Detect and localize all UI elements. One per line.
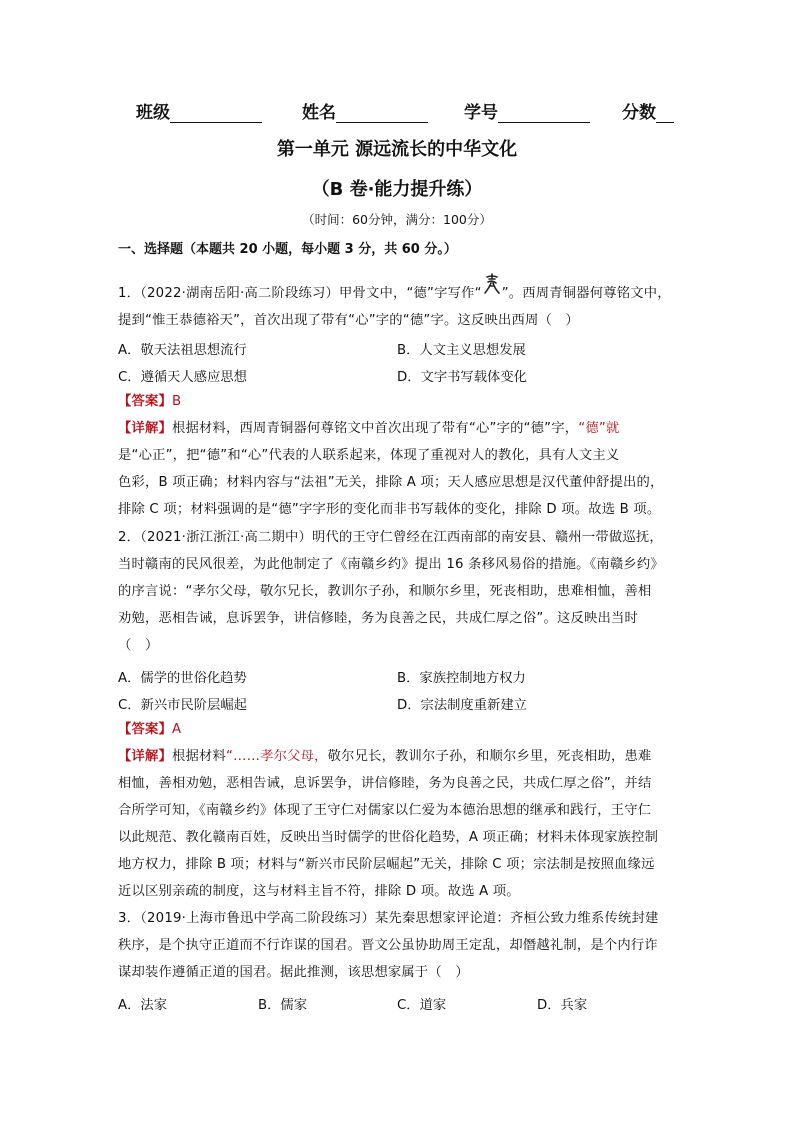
- q3-option-c[interactable]: C．道家: [397, 998, 447, 1013]
- score-blank[interactable]: [656, 104, 674, 123]
- q2-option-c[interactable]: C．新兴市民阶层崛起: [118, 698, 247, 713]
- exam-meta: （时间：60分钟，满分：100分）: [302, 212, 492, 227]
- q2-detail-line-2: 相恤，善相劝勉，恶相告诫，息诉罢争，讲信修睦，务为良善之民，共成仁厚之俗”，并结: [118, 776, 652, 791]
- q2-option-a[interactable]: A．儒学的世俗化趋势: [118, 671, 247, 686]
- q2-stem-line-1: 2．（2021·浙江浙江·高二期中）明代的王守仁曾经在江西南部的南安县、赣州一带做巡抚，: [118, 530, 663, 545]
- q2-detail-line-3: 合所学可知，《南赣乡约》体现了王守仁对儒家以仁爱为本德治思想的继承和践行，王守仁: [118, 803, 652, 818]
- section-heading: 一、选择题（本题共 20 小题，每小题 3 分，共 60 分。）: [118, 242, 457, 257]
- q1-detail-line-1a: 根据材料，西周青铜器何尊铭文中首次出现了带有“心”字的“德”字，: [172, 421, 579, 436]
- q1-option-a[interactable]: A．敬天法祖思想流行: [118, 343, 247, 358]
- q3-option-a[interactable]: A．法家: [118, 998, 167, 1013]
- q2-detail-label: 【详解】: [118, 749, 172, 764]
- q3-stem-line-1: 3．（2019·上海市鲁迅中学高二阶段练习）某先秦思想家评论道：齐桓公致力维系传统封建: [118, 911, 659, 926]
- q2-option-d[interactable]: D．宗法制度重新建立: [397, 698, 527, 713]
- class-label: 班级: [136, 103, 170, 123]
- q1-stem-line-2: 提到“惟王恭德裕天”，首次出现了带有“心”字的“德”字。这反映出西周（ ）: [118, 313, 579, 328]
- q2-detail-line-1c: 敬尔兄长，教训尔子孙，和顺尔乡里，死丧相助，患难: [327, 749, 652, 764]
- name-field: [302, 98, 428, 123]
- q1-detail-label: 【详解】: [118, 421, 172, 436]
- q2-stem-line-5: （ ）: [118, 638, 159, 653]
- q2-answer-block: [118, 716, 678, 905]
- q2-option-b[interactable]: B．家族控制地方权力: [397, 671, 526, 686]
- question-2-stem: [118, 524, 678, 659]
- q2-detail-line-1b: “……孝尔父母，: [226, 749, 328, 764]
- class-blank[interactable]: [170, 104, 262, 123]
- student-id-blank[interactable]: [498, 104, 590, 123]
- q2-stem-line-2: 当时赣南的民风很差，为此他制定了《南赣乡约》提出 16 条移风易俗的措施。《南赣乡约》: [118, 557, 664, 572]
- q2-answer-label: 【答案】: [118, 722, 172, 737]
- q1-answer-label: 【答案】: [118, 394, 172, 409]
- student-id-label: 学号: [464, 103, 498, 123]
- score-label: 分数: [622, 103, 656, 123]
- q2-detail-line-1a: 根据材料: [172, 749, 226, 764]
- q2-stem-line-4: 劝勉，恶相告诫，息诉罢争，讲信修睦，务为良善之民，共成仁厚之俗”。这反映出当时: [118, 611, 638, 626]
- name-blank[interactable]: [336, 104, 428, 123]
- question-3-stem: [118, 905, 678, 986]
- q3-stem-line-2: 秩序，是个执守正道而不行诈谋的国君。晋文公虽协助周王定乱，却僭越礼制，是个内行诈: [118, 938, 658, 953]
- q1-stem-part-b: ”。西周青铜器何尊铭文中，: [501, 286, 671, 301]
- paper-subtitle: （B 卷·能力提升练）: [311, 179, 483, 200]
- q2-detail-line-6: 近以区别亲疏的制度，这与材料主旨不符，排除 D 项。故选 A 项。: [118, 884, 520, 899]
- student-id-field: [464, 98, 590, 123]
- q1-option-d[interactable]: D．文字书写载体变化: [397, 370, 527, 385]
- q1-stem-part-a: 1．（2022·湖南岳阳·高二阶段练习）甲骨文中，“德”字写作“: [118, 286, 482, 301]
- q3-option-d[interactable]: D．兵家: [537, 998, 588, 1013]
- q2-detail-line-4: 以此规范、教化赣南百姓，反映出当时儒学的世俗化趋势，A 项正确；材料未体现家族控制: [118, 830, 659, 845]
- q2-stem-line-3: 的序言说：“孝尔父母，敬尔兄长，教训尔子孙，和顺尔乡里，死丧相助，患难相恤，善相: [118, 584, 652, 599]
- q2-detail-line-5: 地方权力，排除 B 项；材料与“新兴市民阶层崛起”无关，排除 C 项；宗法制是按照血缘远: [118, 857, 655, 872]
- q1-detail-line-4: 排除 C 项；材料强调的是“德”字字形的变化而非书写载体的变化，排除 D 项。故选 B 项。: [118, 502, 661, 517]
- oracle-bone-de-glyph: [482, 285, 502, 301]
- q3-stem-line-3: 谋却装作遵循正道的国君。据此推测，该思想家属于（ ）: [118, 965, 469, 980]
- student-info-header: [136, 98, 676, 124]
- q2-answer-value: A: [172, 722, 182, 737]
- q3-option-b[interactable]: B．儒家: [258, 998, 308, 1013]
- name-label: 姓名: [302, 103, 336, 123]
- unit-title: 第一单元 源远流长的中华文化: [276, 139, 518, 160]
- q1-answer-block: [118, 388, 678, 523]
- q1-option-b[interactable]: B．人文主义思想发展: [397, 343, 526, 358]
- q1-answer-value: B: [172, 394, 182, 409]
- q1-detail-line-1b: “德”就: [578, 421, 620, 436]
- q1-detail-line-2: 是“心正”，把“德”和“心”代表的人联系起来，体现了重视对人的教化，具有人文主义: [118, 448, 620, 463]
- class-field: [136, 98, 262, 123]
- q1-detail-line-3: 色彩，B 项正确；材料内容与“法祖”无关，排除 A 项；天人感应思想是汉代董仲舒提出的，: [118, 475, 664, 490]
- score-field: [622, 98, 674, 123]
- q1-option-c[interactable]: C．遵循天人感应思想: [118, 370, 247, 385]
- question-1-stem: [118, 280, 678, 334]
